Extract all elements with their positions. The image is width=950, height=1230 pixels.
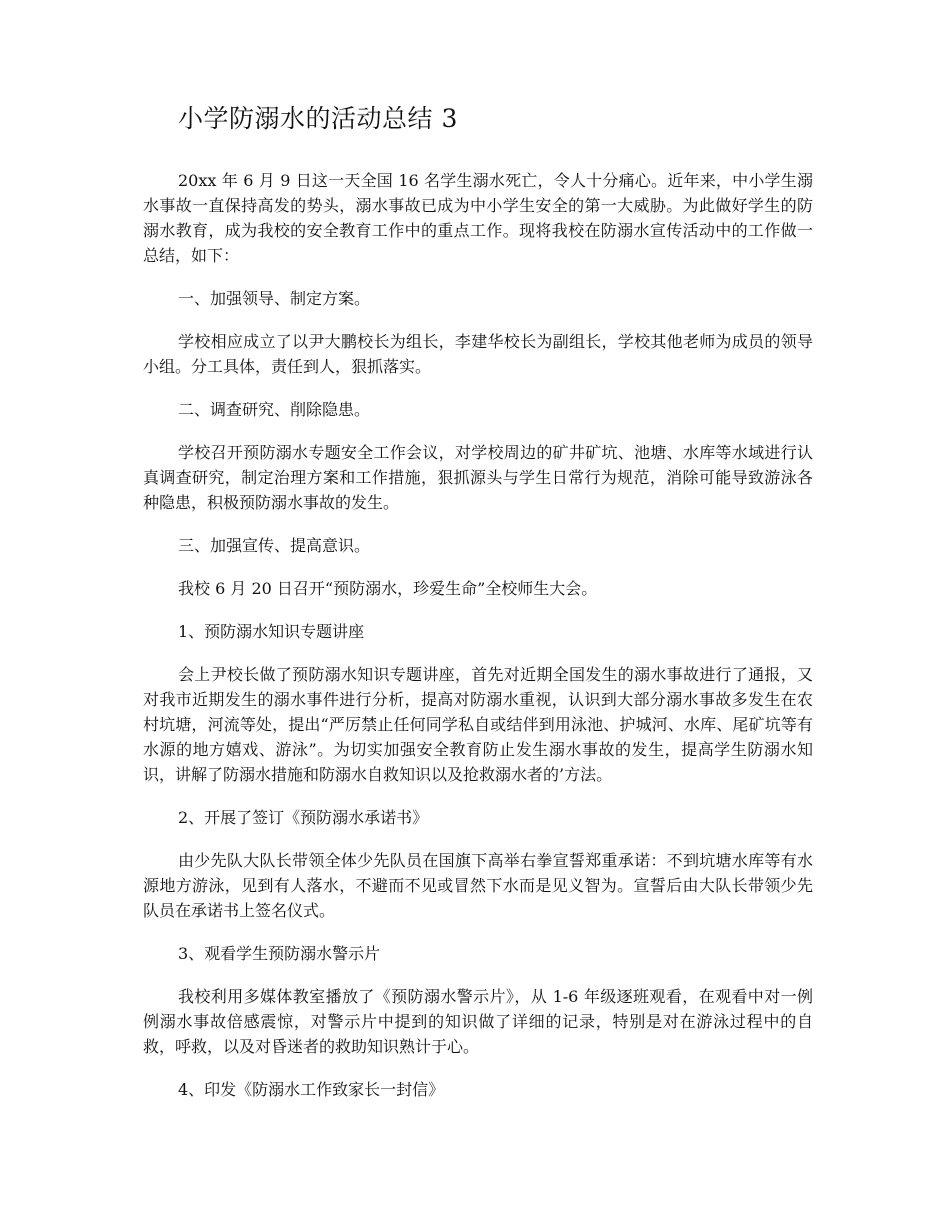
paragraph-intro: 20xx 年 6 月 9 日这一天全国 16 名学生溺水死亡，令人十分痛心。近年来，中小学生溺水事故一直保持高发的势头，溺水事故已成为中小学生安全的第一大威胁。为此做好学生的防溺水教育，成为我校的安全教育工作中的重点工作。现将我校在防溺水宣传活动中的工作做一总结，如下： xyxy=(143,171,813,265)
section-heading-2: 二、调查研究、削除隐患。 xyxy=(178,400,371,419)
subsection-heading-4: 4、印发《防溺水工作致家长一封信》 xyxy=(178,1080,445,1099)
paragraph-assembly: 我校 6 月 20 日召开“预防溺水，珍爱生命”全校师生大会。 xyxy=(178,579,598,598)
paragraph-investigation: 学校召开预防溺水专题安全工作会议，对学校周边的矿井矿坑、池塘、水库等水域进行认真调查研究，制定治理方案和工作措施，狠抓源头与学生日常行为规范，消除可能导致游泳各种隐患，积极预防溺水事故的发生。 xyxy=(143,443,813,512)
paragraph-leadership: 学校相应成立了以尹大鹏校长为组长，李建华校长为副组长，学校其他老师为成员的领导小组。分工具体，责任到人，狠抓落实。 xyxy=(143,332,813,376)
document-title: 小学防溺水的活动总结 3 xyxy=(178,104,458,133)
paragraph-pledge: 由少先队大队长带领全体少先队员在国旗下高举右拳宣誓郑重承诺：不到坑塘水库等有水源地方游泳，见到有人落水，不避而不见或冒然下水而是见义智为。宣誓后由大队长带领少先队员在承诺书上签名仪式。 xyxy=(143,851,813,920)
paragraph-lecture: 会上尹校长做了预防溺水知识专题讲座，首先对近期全国发生的溺水事故进行了通报，又对我市近期发生的溺水事件进行分析，提高对防溺水重视，认识到大部分溺水事故多发生在农村坑塘，河流等处，提出“严厉禁止任何同学私自或结伴到用泳池、护城河、水库、尾矿坑等有水源的地方嬉戏、游泳”。为切实加强安全教育防止发生溺水事故的发生，提高学生防溺水知识，讲解了防溺水措施和防溺水自救知识以及抢救溺水者的’方法。 xyxy=(143,665,813,784)
section-heading-3: 三、加强宣传、提高意识。 xyxy=(178,536,371,555)
document-body xyxy=(143,168,813,1120)
subsection-heading-3: 3、观看学生预防溺水警示片 xyxy=(178,944,381,963)
subsection-heading-2: 2、开展了签订《预防溺水承诺书》 xyxy=(178,808,429,827)
section-heading-1: 一、加强领导、制定方案。 xyxy=(178,289,371,308)
paragraph-video: 我校利用多媒体教室播放了《预防溺水警示片》，从 1-6 年级逐班观看，在观看中对一例例溺水事故倍感震惊，对警示片中提到的知识做了详细的记录，特别是对在游泳过程中的自救，呼救，以及对昏迷者的救助知识熟计于心。 xyxy=(143,987,813,1056)
subsection-heading-1: 1、预防溺水知识专题讲座 xyxy=(178,622,365,641)
